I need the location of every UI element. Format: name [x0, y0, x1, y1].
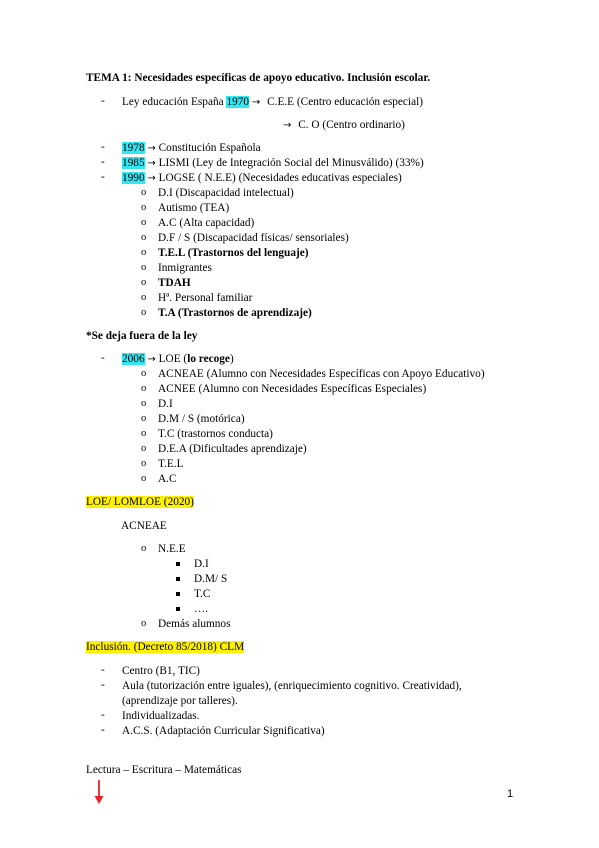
- dash-bullet: -: [101, 352, 105, 364]
- list-item: Hª. Personal familiar: [158, 292, 253, 304]
- list-item: A.C: [158, 473, 177, 485]
- law-2006-text: LOE (: [158, 353, 188, 365]
- year-1970: 1970: [226, 96, 250, 108]
- demas-label: Demás alumnos: [158, 618, 231, 630]
- list-item: A.C (Alta capacidad): [158, 217, 255, 229]
- page-number: 1: [507, 788, 514, 800]
- law-1978-text: Constitución Española: [158, 142, 261, 154]
- law-1978-line: [122, 141, 261, 156]
- list-item-continuation: (aprendizaje por talleres).: [122, 695, 238, 707]
- fuera-ley-note: *Se deja fuera de la ley: [86, 330, 198, 342]
- list-item: D.F / S (Discapacidad físicas/ sensoriales): [158, 232, 349, 244]
- inclusion-label: Inclusión. (Decreto 85/2018) CLM: [86, 641, 245, 653]
- arrow-icon: →: [147, 143, 156, 154]
- list-item: T.E.L: [158, 458, 184, 470]
- square-bullet: [176, 592, 180, 596]
- circle-bullet: o: [141, 413, 147, 424]
- year-1978: 1978: [122, 142, 145, 154]
- circle-bullet: o: [141, 247, 147, 258]
- law-1970-label: Ley educación España: [122, 96, 227, 108]
- circle-bullet: o: [141, 383, 147, 394]
- cee-text: C.E.E (Centro educación especial): [267, 96, 423, 108]
- down-arrow-icon: [93, 779, 105, 805]
- list-item: Aula (tutorización entre iguales), (enriquecimiento cognitivo. Creatividad),: [122, 680, 462, 692]
- dash-bullet: -: [101, 709, 105, 721]
- circle-bullet: o: [141, 473, 147, 484]
- circle-bullet: o: [141, 277, 147, 288]
- list-item: D.I: [158, 398, 173, 410]
- list-item: Inmigrantes: [158, 262, 212, 274]
- dash-bullet: -: [101, 141, 105, 153]
- lomloe-heading: [86, 495, 194, 509]
- law-2006-bold: lo recoge: [187, 353, 230, 365]
- circle-bullet: o: [141, 428, 147, 439]
- square-bullet: [176, 607, 180, 611]
- law-1970-line: [122, 95, 423, 110]
- list-item: T.C: [194, 588, 211, 600]
- circle-bullet: o: [141, 292, 147, 303]
- law-1990-text: LOGSE ( N.E.E) (Necesidades educativas especiales): [158, 172, 402, 184]
- list-item: ACNEAE (Alumno con Necesidades Específicas con Apoyo Educativo): [158, 368, 485, 380]
- list-item: ….: [194, 603, 209, 615]
- list-item: D.I: [194, 558, 209, 570]
- inclusion-heading: [86, 640, 244, 654]
- circle-bullet: o: [141, 232, 147, 243]
- list-item: T.E.L (Trastornos del lenguaje): [158, 247, 309, 259]
- list-item: A.C.S. (Adaptación Curricular Significativa): [122, 725, 325, 737]
- circle-bullet: o: [141, 618, 147, 629]
- circle-bullet: o: [141, 217, 147, 228]
- list-item: Individualizadas.: [122, 710, 200, 722]
- law-1985-text: LISMI (Ley de Integración Social del Minusválido) (33%): [158, 157, 424, 169]
- co-line: [283, 118, 405, 133]
- law-1990-line: [122, 171, 402, 186]
- dash-bullet: -: [101, 95, 105, 107]
- arrow-icon: →: [147, 173, 156, 184]
- acneae-label: ACNEAE: [121, 520, 167, 532]
- dash-bullet: -: [101, 156, 105, 168]
- dash-bullet: -: [101, 171, 105, 183]
- list-item: TDAH: [158, 277, 191, 289]
- list-item: D.I (Discapacidad intelectual): [158, 187, 294, 199]
- dash-bullet: -: [101, 664, 105, 676]
- list-item: T.C (trastornos conducta): [158, 428, 273, 440]
- dash-bullet: -: [101, 679, 105, 691]
- law-2006-line: [122, 352, 234, 367]
- document-title: TEMA 1: Necesidades específicas de apoyo educativo. Inclusión escolar.: [86, 72, 431, 84]
- square-bullet: [176, 577, 180, 581]
- footer-text: Lectura – Escritura – Matemáticas: [86, 764, 242, 776]
- circle-bullet: o: [141, 443, 147, 454]
- list-item: ACNEE (Alumno con Necesidades Específicas Especiales): [158, 383, 427, 395]
- year-1990: 1990: [122, 172, 145, 184]
- law-1985-line: [122, 156, 424, 171]
- list-item: D.M/ S: [194, 573, 228, 585]
- list-item: D.E.A (Dificultades aprendizaje): [158, 443, 307, 455]
- circle-bullet: o: [141, 543, 147, 554]
- circle-bullet: o: [141, 307, 147, 318]
- circle-bullet: o: [141, 262, 147, 273]
- circle-bullet: o: [141, 458, 147, 469]
- arrow-icon: →: [283, 120, 292, 131]
- list-item: Autismo (TEA): [158, 202, 230, 214]
- law-2006-close: ): [229, 353, 234, 365]
- dash-bullet: -: [101, 724, 105, 736]
- circle-bullet: o: [141, 202, 147, 213]
- circle-bullet: o: [141, 368, 147, 379]
- list-item: D.M / S (motórica): [158, 413, 245, 425]
- list-item: T.A (Trastornos de aprendizaje): [158, 307, 312, 319]
- year-1985: 1985: [122, 157, 145, 169]
- circle-bullet: o: [141, 187, 147, 198]
- arrow-icon: →: [251, 97, 261, 108]
- co-text: C. O (Centro ordinario): [298, 119, 405, 131]
- year-2006: 2006: [122, 353, 145, 365]
- square-bullet: [176, 562, 180, 566]
- lomloe-label: LOE/ LOMLOE (2020): [86, 496, 194, 508]
- circle-bullet: o: [141, 398, 147, 409]
- arrow-icon: →: [147, 158, 156, 169]
- list-item: Centro (B1, TIC): [122, 665, 200, 677]
- nee-label: N.E.E: [158, 543, 186, 555]
- arrow-icon: →: [147, 354, 156, 365]
